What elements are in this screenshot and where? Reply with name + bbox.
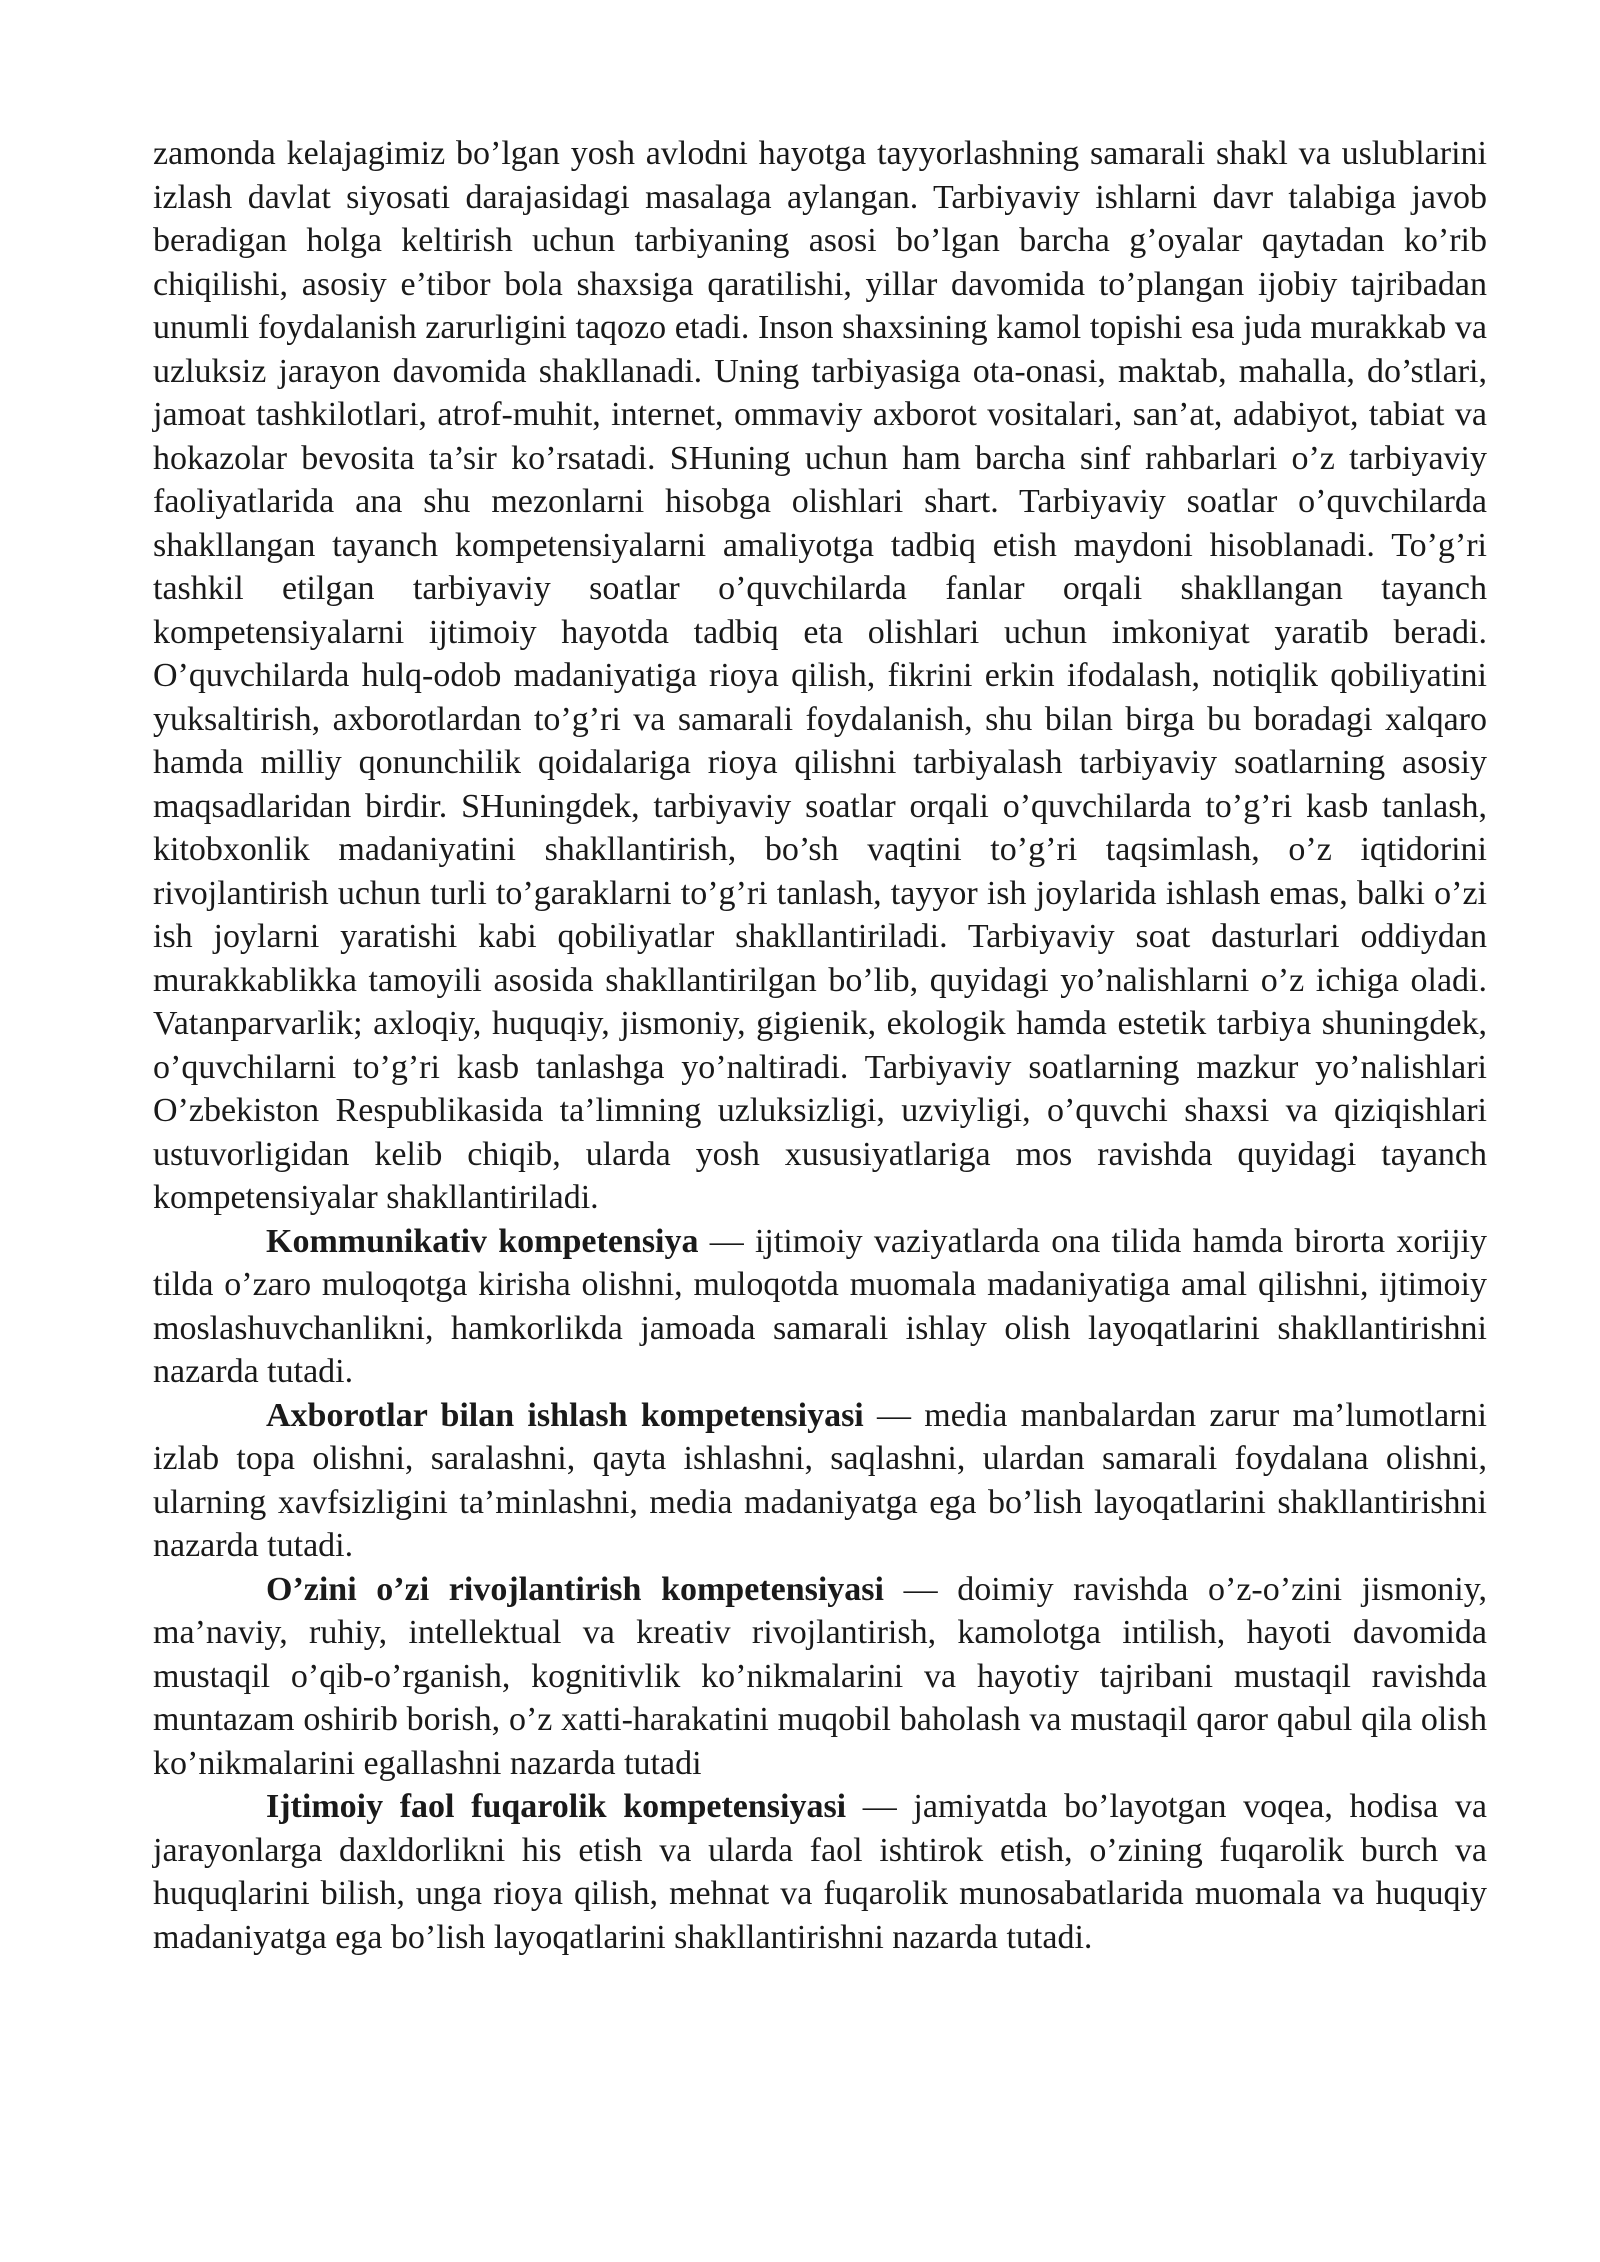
intro-paragraph: zamonda kelajagimiz bo’lgan yosh avlodni hayotga tayyorlashning samarali shakl va uslublarini izlash davlat siyosati darajasidagi masalaga aylangan. Tarbiyaviy ishlarni davr talabiga javob beradigan holga keltirish uchun tarbiyaning asosi bo’lgan barcha g’oyalar qaytadan ko’rib chiqilishi, asosiy e’tibor bola shaxsiga qaratilishi, yillar davomida to’plangan ijobiy tajribadan unumli foydalanish zarurligini taqozo etadi. Inson shaxsining kamol topishi esa juda murakkab va uzluksiz jarayon davomida shakllanadi. Uning tarbiyasiga ota-onasi, maktab, mahalla, do’stlari, jamoat tashkilotlari, atrof-muhit, internet, ommaviy axborot vositalari, san’at, adabiyot, tabiat va hokazolar bevosita ta’sir ko’rsatadi. SHuning uchun ham barcha sinf rahbarlari o’z tarbiyaviy faoliyatlarida ana shu mezonlarni hisobga olishlari shart. Tarbiyaviy soatlar o’quvchilarda shakllangan tayanch kompetensiyalarni amaliyotga tadbiq etish maydoni hisoblanadi. To’g’ri tashkil etilgan tarbiyaviy soatlar o’quvchilarda fanlar orqali shakllangan tayanch kompetensiyalarni ijtimoiy hayotda tadbiq eta olishlari uchun imkoniyat yaratib beradi. O’quvchilarda hulq-odob madaniyatiga rioya qilish, fikrini erkin ifodalash, notiqlik qobiliyatini yuksaltirish, axborotlardan to’g’ri va samarali foydalanish, shu bilan birga bu boradagi xalqaro hamda milliy qonunchilik qoidalariga rioya qilishni tarbiyalash tarbiyaviy soatlarning asosiy maqsadlaridan birdir. SHuningdek, tarbiyaviy soatlar orqali o’quvchilarda to’g’ri kasb tanlash, kitobxonlik madaniyatini shakllantirish, bo’sh vaqtini to’g’ri taqsimlash, o’z iqtidorini rivojlantirish uchun turli to’garaklarni to’g’ri tanlash, tayyor ish joylarida ishlash emas, balki o’zi ish joylarni yaratishi kabi qobiliyatlar shakllantiriladi. Tarbiyaviy soat dasturlari oddiydan murakkablikka tamoyili asosida shakllantirilgan bo’lib, quyidagi yo’nalishlarni o’z ichiga oladi. Vatanparvarlik; axloqiy, huquqiy, jismoniy, gigienik, ekologik hamda estetik tarbiya shuningdek, o’quvchilarni to’g’ri kasb tanlashga yo’naltiradi. Tarbiyaviy soatlarning mazkur yo’nalishlari O’zbekiston Respublikasida ta’limning uzluksizligi, uzviyligi, o’quvchi shaxsi va qiziqishlari ustuvorligidan kelib chiqib, ularda yosh xususiyatlariga mos ravishda quyidagi tayanch kompetensiyalar shakllantiriladi. — [153, 135, 1487, 1216]
competency-paragraph-information — [153, 1394, 1487, 1568]
competency-description: — ijtimoiy vaziyatlarda ona tilida hamda birorta xorijiy tilda o’zaro muloqotga kirisha olishni, muloqotda muomala madaniyatiga amal qilishni, ijtimoiy moslashuvchanlikni, hamkorlikda jamoada samarali ishlay olish layoqatlarini shakllantirishni nazarda tutadi. — [153, 1222, 1487, 1390]
competency-term: Ijtimoiy faol fuqarolik kompetensiyasi — [266, 1788, 847, 1825]
document-page — [153, 132, 1487, 1959]
competency-term: Kommunikativ kompetensiya — [266, 1222, 699, 1260]
competency-description: — doimiy ravishda o’z-o’zini jismoniy, ma’naviy, ruhiy, intellektual va kreativ rivojlantirish, kamolotga intilish, hayoti davomida mustaqil o’qib-o’rganish, kognitivlik ko’nikmalarini va hayotiy tajribani mustaqil ravishda muntazam oshirib borish, o’z xatti-harakatini muqobil baholash va mustaqil qaror qabul qila olish ko’nikmalarini egallashni nazarda tutadi — [153, 1570, 1487, 1782]
competency-term: O’zini o’zi rivojlantirish kompetensiyasi — [266, 1570, 884, 1608]
competency-term: Axborotlar bilan ishlash kompetensiyasi — [266, 1396, 864, 1434]
competency-paragraph-self-development — [153, 1568, 1487, 1786]
competency-description: — media manbalardan zarur ma’lumotlarni izlab topa olishni, saralashni, qayta ishlashni, saqlashni, ulardan samarali foydalana olishni, ularning xavfsizligini ta’minlashni, media madaniyatga ega bo’lish layoqatlarini shakllantirishni nazarda tutadi. — [153, 1396, 1488, 1564]
competency-description: — jamiyatda bo’layotgan voqea, hodisa va jarayonlarga daxldorlikni his etish va ularda faol ishtirok etish, o’zining fuqarolik burch va huquqlarini bilish, unga rioya qilish, mehnat va fuqarolik munosabatlarida muomala va huquqiy madaniyatga ega bo’lish layoqatlarini shakllantirishni nazarda tutadi. — [153, 1788, 1487, 1956]
competency-paragraph-civic — [153, 1785, 1487, 1959]
competency-paragraph-communicative — [153, 1220, 1487, 1394]
